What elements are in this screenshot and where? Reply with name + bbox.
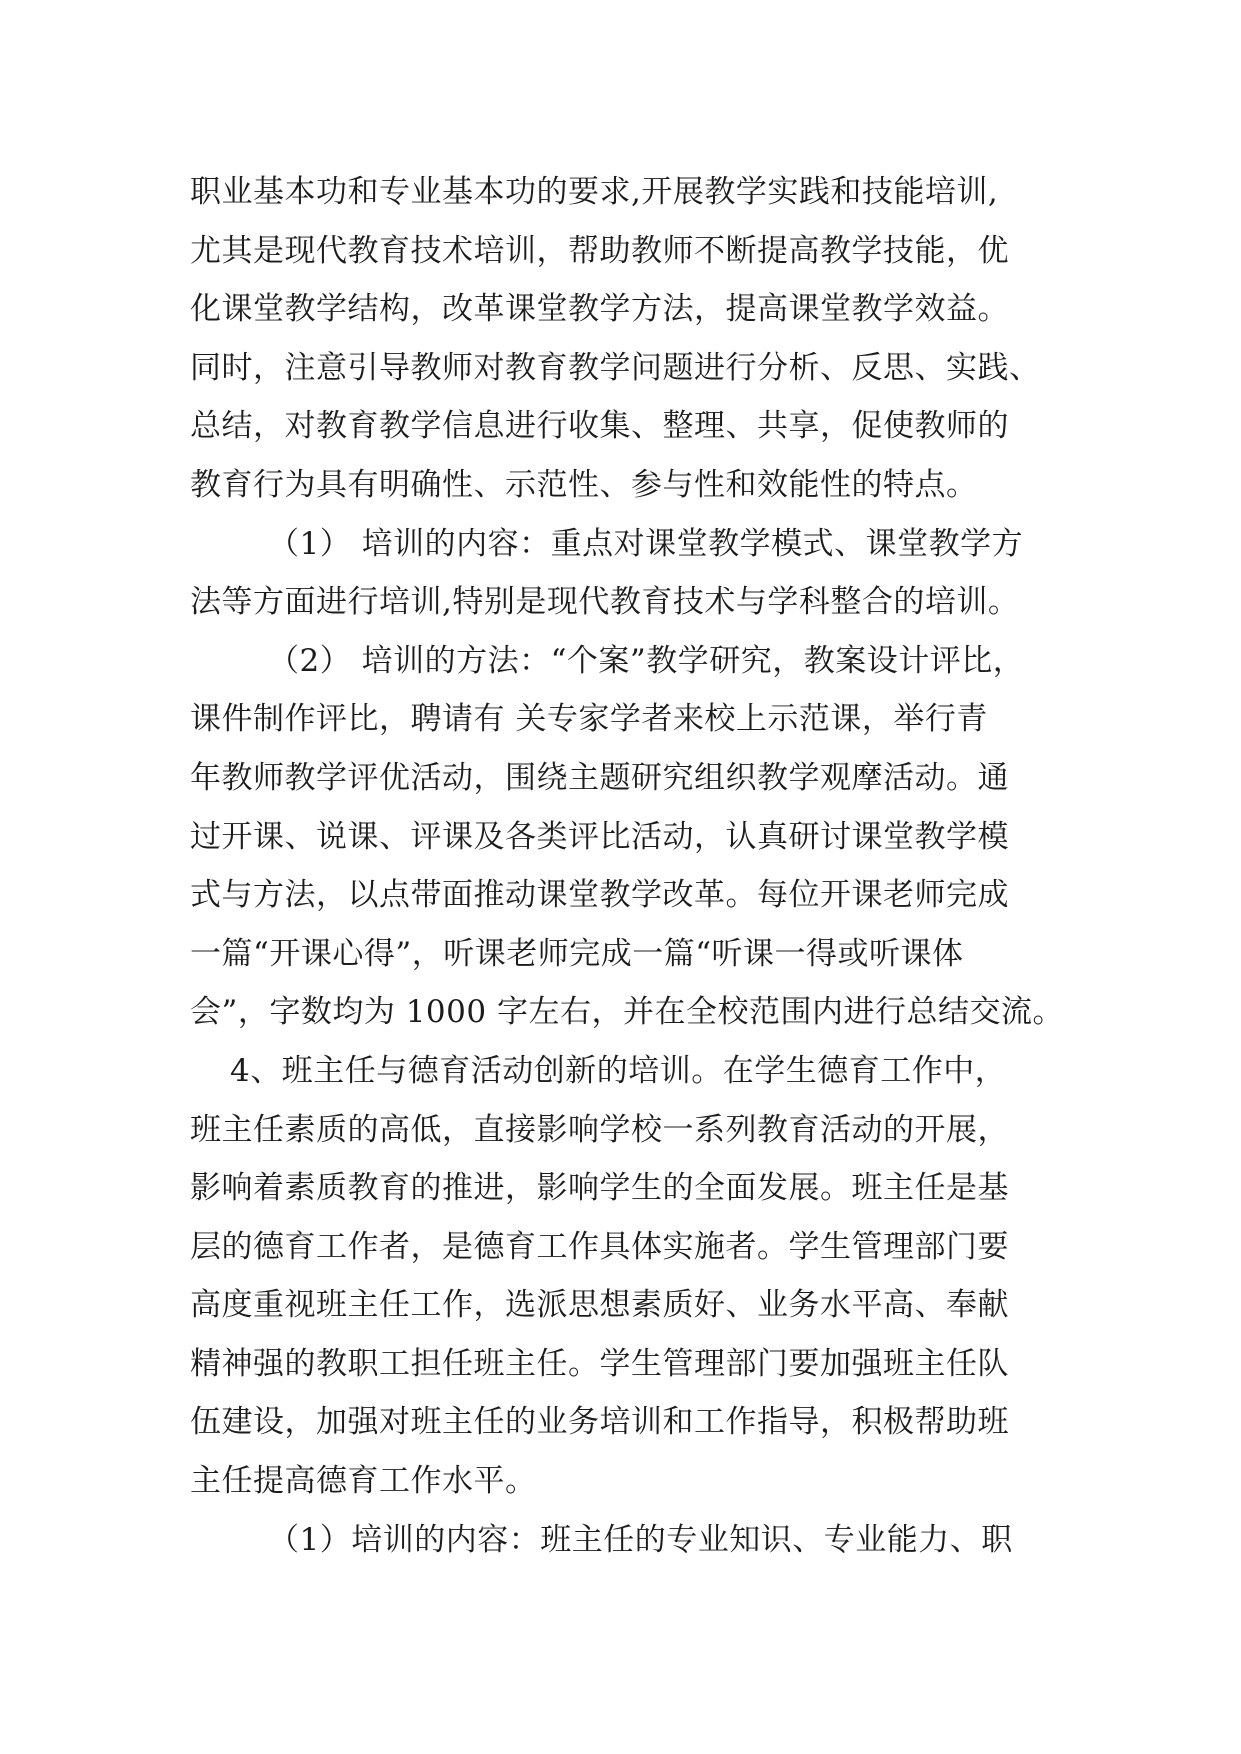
text-line: 一篇“开课心得”，听课老师完成一篇“听课一得或听课体 [190, 935, 964, 972]
text-line: 年教师教学评优活动，围绕主题研究组织教学观摩活动。通 [190, 759, 1009, 796]
text-line: 同时，注意引导教师对教育教学问题进行分析、反思、实践、 [190, 349, 1041, 386]
text-line: 层的德育工作者，是德育工作具体实施者。学生管理部门要 [190, 1228, 1009, 1265]
text-line: 过开课、说课、评课及各类评比活动，认真研讨课堂教学模 [190, 818, 1009, 855]
text-line: 式与方法，以点带面推动课堂教学改革。每位开课老师完成 [190, 877, 1009, 914]
text-line: （1） 培训的内容：重点对课堂教学模式、课堂教学方 [268, 525, 1024, 562]
text-line: 班主任素质的高低，直接影响学校一系列教育活动的开展， [190, 1111, 1009, 1148]
text-line: 法等方面进行培训,特别是现代教育技术与学科整合的培训。 [190, 584, 1020, 621]
text-line: 主任提高德育工作水平。 [190, 1463, 537, 1500]
text-line: 伍建设，加强对班主任的业务培训和工作指导，积极帮助班 [190, 1404, 1009, 1441]
text-line: 4、班主任与德育活动创新的培训。在学生德育工作中， [230, 1052, 1007, 1089]
text-line: 职业基本功和专业基本功的要求,开展教学实践和技能培训, [190, 174, 999, 210]
body-text [190, 163, 1090, 1569]
text-line: 化课堂教学结构，改革课堂教学方法，提高课堂教学效益。 [190, 291, 1009, 328]
text-line: 高度重视班主任工作，选派思想素质好、业务水平高、奉献 [190, 1287, 1009, 1324]
text-line: 会”，字数均为 1000 字左右，并在全校范围内进行总结交流。 [190, 994, 1064, 1031]
text-line: 影响着素质教育的推进，影响学生的全面发展。班主任是基 [190, 1170, 1009, 1207]
text-line: 课件制作评比，聘请有 关专家学者来校上示范课，举行青 [190, 701, 988, 738]
text-line: 教育行为具有明确性、示范性、参与性和效能性的特点。 [190, 466, 978, 503]
text-line: （1）培训的内容：班主任的专业知识、专业能力、职 [268, 1521, 1013, 1558]
text-line: 精神强的教职工担任班主任。学生管理部门要加强班主任队 [190, 1345, 1009, 1382]
text-line: 总结，对教育教学信息进行收集、整理、共享，促使教师的 [190, 408, 1009, 445]
text-line: 尤其是现代教育技术培训，帮助教师不断提高教学技能，优 [190, 232, 1009, 269]
text-line: （2） 培训的方法：“个案”教学研究，教案设计评比， [268, 642, 1025, 679]
